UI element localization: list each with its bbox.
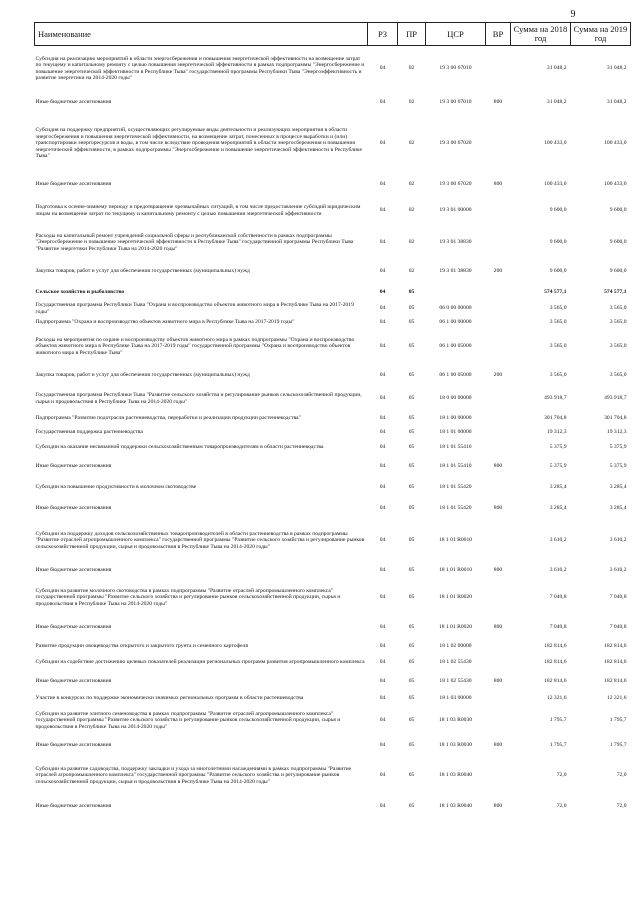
row-csr: 18 1 02 55430 — [439, 678, 472, 685]
row-vr — [486, 226, 511, 260]
row-rz: 04 — [379, 659, 386, 666]
row-csr: 19 3 01 00000 — [439, 207, 472, 214]
row-rz: 04 — [379, 372, 386, 379]
row-sum-2019: 1 795,7 — [609, 742, 627, 749]
row-sum-2018: 5 375,9 — [549, 463, 567, 470]
row-name: Субсидии на развитие элитного семеноводства в рамках подпрограммы "Развитие отраслей агропромышленного комплекса" государственной программы "Развитие сельского хозяйства и регулирование рынков сельскохозяйственной продукции, сырья и продовольствия в Республике Тыва на 2014-2020 годы" — [35, 710, 341, 730]
row-rz: 04 — [379, 343, 386, 350]
row-vr — [486, 388, 511, 410]
row-pr: 05 — [408, 463, 415, 470]
header-name: Наименование — [35, 23, 368, 46]
row-pr: 05 — [408, 289, 415, 296]
row-sum-2019: 9 600,0 — [609, 268, 627, 275]
row-name: Развитие продукции овощеводства открытого и закрытого грунта и семенного картофеля — [35, 643, 248, 650]
row-vr — [486, 284, 511, 302]
table-body — [35, 46, 631, 818]
row-vr — [486, 520, 511, 562]
row-name: Субсидии на поддержку доходов сельскохозяйственных товаропроизводителей в области растениеводства в рамках подпрограммы "Развитие отраслей агропромышленного комплекса" государственной программы "Развитие сельского хозяйства и регулирование рынков сельскохозяйственной продукции, сырья и продовольствия в Республике Тыва на 2014-2020 годы" — [35, 530, 365, 550]
row-pr: 05 — [408, 772, 415, 779]
row-csr: 19 3 00 67020 — [439, 140, 472, 147]
row-name: Подготовка к осенне-зимнему периоду и предотвращение чрезвычайных ситуаций, в том числе предоставление субсидий юридическим лицам на возмещение затрат по текущему и капитальному ремонту с целью повышения энергетической эффективности — [35, 203, 361, 217]
row-sum-2018: 72,0 — [556, 772, 567, 779]
row-sum-2019: 31 048,2 — [606, 65, 627, 72]
row-csr: 19 3 01 38830 — [439, 239, 472, 246]
row-vr — [486, 316, 511, 330]
row-rz: 04 — [379, 268, 386, 275]
row-sum-2019: 182 814,6 — [604, 678, 627, 685]
row-name: Расходы на капитальный ремонт учреждений социальной сферы и республиканской собственности в рамках подпрограммы "Энергосбережение и повышение энергетической эффективности в Республике Тыва" государственной программы Республики Тыва "Развитие энергетики Республики Тыва на 2014-2020 годы" — [35, 232, 354, 252]
row-name: Закупка товаров, работ и услуг для обеспечения государственных (муниципальных) нужд — [35, 372, 250, 379]
row-rz: 04 — [379, 678, 386, 685]
row-csr: 18 1 02 00000 — [439, 643, 472, 650]
header-sum-2018: Сумма на 2018 год — [511, 23, 571, 46]
row-sum-2018: 12 321,6 — [546, 695, 567, 702]
row-csr: 18 1 01 55410 — [439, 463, 472, 470]
row-csr: 18 1 03 R0040 — [438, 803, 473, 810]
row-pr: 05 — [408, 414, 415, 421]
row-name: Сельское хозяйство и рыболовство — [35, 289, 125, 296]
row-vr: 800 — [493, 678, 503, 685]
row-sum-2018: 182 814,6 — [544, 643, 567, 650]
row-name: Государственная поддержка растениеводства — [35, 429, 143, 436]
row-name: Иные бюджетные ассигнования — [35, 624, 112, 631]
row-vr: 800 — [493, 99, 503, 106]
row-sum-2019: 100 433,0 — [604, 181, 627, 188]
row-pr: 02 — [408, 268, 415, 275]
budget-table-wrapper — [34, 22, 630, 818]
row-name: Иные бюджетные ассигнования — [35, 181, 112, 188]
row-sum-2018: 3 610,2 — [549, 567, 567, 574]
table-row — [35, 498, 631, 520]
row-rz: 04 — [379, 99, 386, 106]
row-csr: 18 1 01 55420 — [439, 505, 472, 512]
row-vr: 200 — [493, 268, 503, 275]
table-row — [35, 174, 631, 196]
row-rz: 04 — [379, 742, 386, 749]
row-vr — [486, 302, 511, 316]
row-sum-2018: 9 600,0 — [549, 239, 567, 246]
row-vr — [486, 654, 511, 672]
row-sum-2019: 301 704,8 — [604, 414, 627, 421]
row-pr: 05 — [408, 505, 415, 512]
header-vr: ВР — [486, 23, 511, 46]
row-name: Государственная программа Республики Тыва "Развитие сельского хозяйства и регулирование рынков сельскохозяйственной продукции, сырья и продовольствия в Республике Тыва на 2014-2020 годы" — [35, 391, 362, 405]
row-rz: 04 — [379, 289, 386, 296]
row-rz: 04 — [379, 567, 386, 574]
row-csr: 18 1 01 00000 — [439, 429, 472, 436]
row-name: Субсидия на реализацию мероприятий в области энергосбережения и повышения энергетической эффективности на возмещение затрат по текущему и капитальному ремонту с целью повышения энергетической эффективности в рамках подпрограммы "Энергосбережение и повышение энергетической эффективности в Республике Тыва" государственной программы Республики Тыва "Энергоэффективность и развитие энергетики на 2014-2020 годы" — [35, 55, 365, 82]
table-row — [35, 520, 631, 562]
table-row — [35, 364, 631, 388]
row-pr: 05 — [408, 484, 415, 491]
table-row — [35, 316, 631, 330]
header-csr: ЦСР — [426, 23, 486, 46]
row-pr: 05 — [408, 678, 415, 685]
row-sum-2018: 3 285,4 — [549, 505, 567, 512]
row-sum-2018: 9 600,0 — [549, 207, 567, 214]
row-sum-2019: 5 375,9 — [609, 443, 627, 450]
row-sum-2019: 3 285,4 — [609, 505, 627, 512]
row-csr: 18 1 01 55410 — [439, 443, 472, 450]
row-rz: 04 — [379, 181, 386, 188]
row-sum-2019: 3 565,0 — [609, 343, 627, 350]
row-pr: 05 — [408, 643, 415, 650]
row-csr: 19 3 00 67010 — [439, 99, 472, 106]
row-rz: 04 — [379, 594, 386, 601]
row-sum-2018: 1 795,7 — [549, 742, 567, 749]
row-sum-2019: 3 610,2 — [609, 537, 627, 544]
row-vr — [486, 580, 511, 616]
row-pr: 05 — [408, 395, 415, 402]
row-pr: 05 — [408, 659, 415, 666]
row-sum-2018: 3 565,0 — [549, 305, 567, 312]
table-row — [35, 654, 631, 672]
row-sum-2018: 182 814,6 — [544, 678, 567, 685]
row-pr: 02 — [408, 239, 415, 246]
row-rz: 04 — [379, 643, 386, 650]
row-rz: 04 — [379, 305, 386, 312]
row-sum-2019: 7 040,8 — [609, 594, 627, 601]
row-sum-2019: 182 814,6 — [604, 643, 627, 650]
table-row — [35, 616, 631, 640]
row-pr: 02 — [408, 65, 415, 72]
row-pr: 05 — [408, 443, 415, 450]
row-csr — [426, 284, 486, 302]
row-csr: 18 1 01 55420 — [439, 484, 472, 491]
row-sum-2019: 3 565,0 — [609, 372, 627, 379]
row-name: Субсидия на поддержку предприятий, осуществляющих регулируемые виды деятельности и реализующих мероприятия в области энергосбережения и повышения энергетической эффективности, на возмещение затрат, понесенных в процессе выработки и (или) транспортировки энергоресурсов и воды, в том числе вследствие проведения мероприятий в области энергосбережения и повышения энергетической эффективности, в рамках подпрограммы "Энергосбережение и повышение энергетической эффективности в Республике Тыва" — [35, 127, 362, 160]
row-rz: 04 — [379, 395, 386, 402]
row-csr: 19 3 00 67020 — [439, 181, 472, 188]
row-name: Иные бюджетные ассигнования — [35, 99, 112, 106]
table-row — [35, 410, 631, 427]
row-csr: 18 1 01 R0010 — [438, 537, 473, 544]
row-pr: 02 — [408, 207, 415, 214]
row-sum-2019: 5 375,9 — [609, 463, 627, 470]
table-row — [35, 284, 631, 302]
table-header-row — [35, 23, 631, 46]
row-sum-2019: 182 814,6 — [604, 659, 627, 666]
row-sum-2018: 7 040,8 — [549, 594, 567, 601]
row-rz: 04 — [379, 772, 386, 779]
row-pr: 05 — [408, 695, 415, 702]
budget-table — [34, 22, 631, 818]
row-name: Субсидии на оказание несвязанной поддержки сельскохозяйственным товаропроизводителям в области растениеводства — [35, 443, 324, 450]
row-csr: 06 0 00 00000 — [439, 305, 472, 312]
table-row — [35, 456, 631, 478]
table-row — [35, 478, 631, 498]
row-rz: 04 — [379, 537, 386, 544]
table-row — [35, 260, 631, 284]
row-csr: 19 3 00 67010 — [439, 65, 472, 72]
row-csr: 19 3 01 38830 — [439, 268, 472, 275]
table-row — [35, 706, 631, 736]
row-pr: 05 — [408, 305, 415, 312]
row-sum-2019: 3 565,0 — [609, 319, 627, 326]
row-name: Подпрограмма "Охрана и воспроизводство объектов животного мира в Республике Тыва на 2017-2019 годы" — [35, 319, 295, 326]
row-vr — [486, 439, 511, 456]
row-sum-2019: 9 600,0 — [609, 207, 627, 214]
row-vr — [486, 692, 511, 706]
row-csr: 18 1 02 55430 — [439, 659, 472, 666]
table-row — [35, 672, 631, 692]
row-csr: 18 1 01 R0020 — [438, 624, 473, 631]
row-csr: 18 1 03 R0030 — [438, 742, 473, 749]
row-csr: 06 1 00 00000 — [439, 319, 472, 326]
row-vr — [486, 46, 511, 92]
row-vr: 800 — [493, 181, 503, 188]
row-pr: 05 — [408, 319, 415, 326]
row-vr — [486, 706, 511, 736]
row-name: Иные бюджетные ассигнования — [35, 505, 112, 512]
row-name: Государственная программа Республики Тыва "Охрана и воспроизводство объектов животного мира в Республике Тыва на 2017-2019 годы" — [35, 301, 354, 315]
row-sum-2019: 3 285,4 — [609, 484, 627, 491]
row-sum-2019: 1 795,7 — [609, 717, 627, 724]
table-row — [35, 580, 631, 616]
row-vr: 800 — [493, 567, 503, 574]
header-sum-2019: Сумма на 2019 год — [571, 23, 631, 46]
row-sum-2018: 3 610,2 — [549, 537, 567, 544]
table-row — [35, 640, 631, 654]
row-csr: 18 1 03 R0030 — [438, 717, 473, 724]
row-csr: 06 1 00 05000 — [439, 343, 472, 350]
row-name: Субсидии на содействие достижению целевых показателей реализации региональных программ развития агропромышленного комплекса — [35, 659, 365, 666]
header-rz: РЗ — [368, 23, 398, 46]
row-vr — [486, 114, 511, 174]
table-row — [35, 92, 631, 114]
row-sum-2018: 3 565,0 — [549, 372, 567, 379]
row-sum-2018: 493 918,7 — [544, 395, 567, 402]
row-rz: 04 — [379, 624, 386, 631]
row-vr — [486, 196, 511, 226]
row-rz: 04 — [379, 695, 386, 702]
row-rz: 04 — [379, 505, 386, 512]
table-row — [35, 562, 631, 580]
row-sum-2019: 3 610,2 — [609, 567, 627, 574]
row-vr — [486, 330, 511, 364]
row-sum-2018: 72,0 — [556, 803, 567, 810]
row-csr: 18 1 00 00000 — [439, 414, 472, 421]
row-sum-2018: 31 048,2 — [546, 65, 567, 72]
row-sum-2018: 3 285,4 — [549, 484, 567, 491]
row-sum-2018: 5 375,9 — [549, 443, 567, 450]
row-pr: 05 — [408, 742, 415, 749]
row-vr: 800 — [493, 803, 503, 810]
row-pr: 05 — [408, 624, 415, 631]
row-rz: 04 — [379, 65, 386, 72]
row-sum-2018: 3 565,0 — [549, 343, 567, 350]
row-pr: 05 — [408, 429, 415, 436]
row-pr: 02 — [408, 181, 415, 188]
row-vr — [486, 756, 511, 796]
table-row — [35, 196, 631, 226]
row-sum-2019: 72,0 — [616, 803, 627, 810]
row-name: Субсидии на развитие садоводства, поддержку закладки и ухода за многолетними насаждениями в рамках подпрограммы "Развитие отраслей агропромышленного комплекса" государственной программы "Развитие сельского хозяйства и регулирование рынков сельскохозяйственной продукции, сырья и продовольствия в Республике Тыва на 2014-2020 годы" — [35, 765, 352, 785]
row-name: Участие в конкурсах по поддержке экономически значимых региональных программ в области растениеводства — [35, 695, 304, 702]
row-vr: 200 — [493, 372, 503, 379]
row-pr: 05 — [408, 567, 415, 574]
row-sum-2018: 7 040,8 — [549, 624, 567, 631]
row-pr: 05 — [408, 343, 415, 350]
row-name: Субсидии на повышение продуктивности в молочном скотоводстве — [35, 484, 197, 491]
row-vr: 800 — [493, 505, 503, 512]
table-row — [35, 388, 631, 410]
row-pr: 02 — [408, 99, 415, 106]
table-row — [35, 439, 631, 456]
row-rz: 04 — [379, 140, 386, 147]
row-sum-2019: 12 321,6 — [606, 695, 627, 702]
row-sum-2019: 9 600,0 — [609, 239, 627, 246]
row-csr: 18 1 03 R0040 — [438, 772, 473, 779]
table-row — [35, 226, 631, 260]
page-number: 9 — [570, 9, 576, 20]
row-vr: 800 — [493, 624, 503, 631]
table-row — [35, 46, 631, 92]
row-sum-2018: 182 814,6 — [544, 659, 567, 666]
row-vr — [486, 410, 511, 427]
row-rz: 04 — [379, 414, 386, 421]
row-vr: 800 — [493, 742, 503, 749]
row-sum-2019: 574 577,1 — [604, 289, 627, 296]
table-row — [35, 736, 631, 756]
row-vr — [486, 427, 511, 439]
row-csr: 18 0 00 00000 — [439, 395, 472, 402]
header-pr: ПР — [398, 23, 426, 46]
row-sum-2018: 1 795,7 — [549, 717, 567, 724]
row-vr — [486, 640, 511, 654]
row-csr: 18 1 03 00000 — [439, 695, 472, 702]
row-name: Закупка товаров, работ и услуг для обеспечения государственных (муниципальных) нужд — [35, 268, 250, 275]
row-rz: 04 — [379, 717, 386, 724]
row-rz: 04 — [379, 803, 386, 810]
row-sum-2018: 100 433,0 — [544, 140, 567, 147]
row-rz: 04 — [379, 443, 386, 450]
row-sum-2018: 100 433,0 — [544, 181, 567, 188]
row-pr: 02 — [408, 140, 415, 147]
table-row — [35, 692, 631, 706]
row-name: Иные бюджетные ассигнования — [35, 742, 112, 749]
row-sum-2018: 31 048,2 — [546, 99, 567, 106]
row-name: Расходы на мероприятия по охране и воспроизводству объектов животного мира в рамках подпрограммы "Охрана и воспроизводство объектов животного мира в Республике Тыва на 2017-2019 годы" государственной программы "Охрана и воспроизводство объектов животного мира в Республике Тыва" — [35, 336, 355, 356]
row-pr: 05 — [408, 372, 415, 379]
row-sum-2018: 3 565,0 — [549, 319, 567, 326]
table-row — [35, 796, 631, 818]
row-name: Подпрограмма "Развитие подотрасли растениеводства, переработки и реализации продукции растениеводства" — [35, 414, 301, 421]
row-name: Иные бюджетные ассигнования — [35, 567, 112, 574]
row-sum-2018: 574 577,1 — [544, 289, 567, 296]
row-rz: 04 — [379, 484, 386, 491]
row-name: Иные бюджетные ассигнования — [35, 463, 112, 470]
table-row — [35, 427, 631, 439]
row-rz: 04 — [379, 463, 386, 470]
row-pr: 05 — [408, 537, 415, 544]
row-pr: 05 — [408, 717, 415, 724]
row-csr: 18 1 01 R0020 — [438, 594, 473, 601]
row-name: Иные бюджетные ассигнования — [35, 678, 112, 685]
table-row — [35, 302, 631, 316]
table-row — [35, 330, 631, 364]
row-csr: 06 1 00 05000 — [439, 372, 472, 379]
row-rz: 04 — [379, 319, 386, 326]
row-name: Субсидии на развитие молочного скотоводства в рамках подпрограммы "Развитие отраслей агропромышленного комплекса" государственной программы "Развитие сельского хозяйства и регулирование рынков сельскохозяйственной продукции, сырья и продовольствия в Республике Тыва на 2014-2020 годы" — [35, 587, 341, 607]
row-sum-2018: 19 312,3 — [546, 429, 567, 436]
row-vr — [486, 478, 511, 498]
row-pr: 05 — [408, 594, 415, 601]
row-rz: 04 — [379, 239, 386, 246]
row-sum-2019: 7 040,8 — [609, 624, 627, 631]
row-pr: 05 — [408, 803, 415, 810]
row-sum-2019: 19 312,3 — [606, 429, 627, 436]
row-rz: 04 — [379, 429, 386, 436]
row-rz: 04 — [379, 207, 386, 214]
row-sum-2019: 3 565,0 — [609, 305, 627, 312]
row-sum-2019: 100 433,0 — [604, 140, 627, 147]
table-row — [35, 756, 631, 796]
row-vr: 800 — [493, 463, 503, 470]
row-sum-2019: 31 048,2 — [606, 99, 627, 106]
row-sum-2019: 72,0 — [616, 772, 627, 779]
row-sum-2019: 493 918,7 — [604, 395, 627, 402]
row-sum-2018: 301 704,8 — [544, 414, 567, 421]
row-csr: 18 1 01 R0010 — [438, 567, 473, 574]
row-sum-2018: 9 600,0 — [549, 268, 567, 275]
table-row — [35, 114, 631, 174]
row-name: Иные бюджетные ассигнования — [35, 803, 112, 810]
